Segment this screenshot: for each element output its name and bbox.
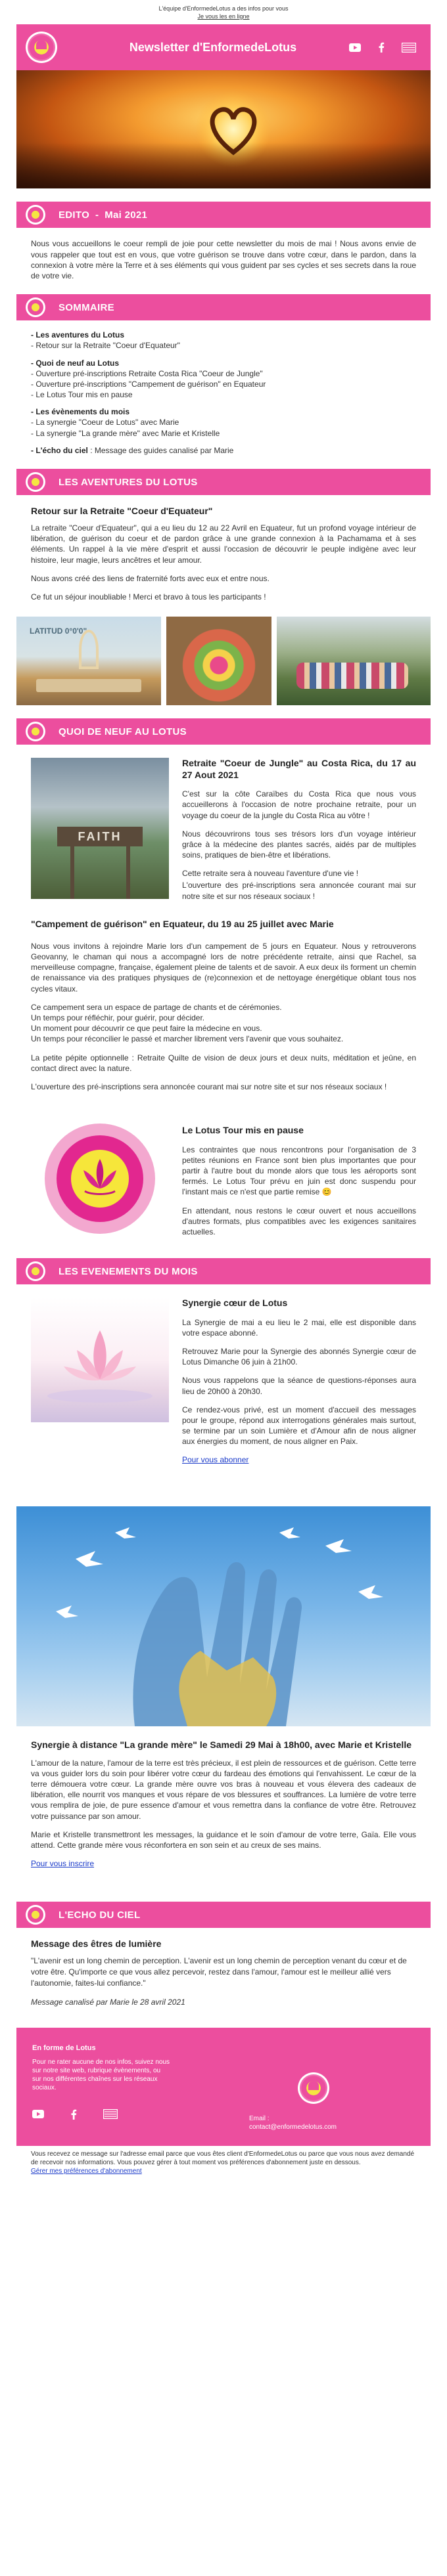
subscribe-link[interactable]: Pour vous abonner xyxy=(182,1455,249,1465)
toc-group: - Les évènements du mois - La synergie "Coeur de Lotus" avec Marie - La synergie "La grande mère" avec Marie et Kristelle xyxy=(31,407,220,438)
costa-rica-title: Retraite "Coeur de Jungle" au Costa Rica, du 17 au 27 Aout 2021 xyxy=(182,758,416,780)
aventures-bar xyxy=(16,469,431,495)
footer-email-link[interactable]: contact@enformedelotus.com xyxy=(249,2123,337,2131)
hero-image-heart-hands xyxy=(16,70,431,188)
evenements-title: LES EVENEMENTS DU MOIS xyxy=(59,1265,198,1277)
lotus-badge-icon xyxy=(26,205,45,225)
quoi-de-neuf-bar xyxy=(16,718,431,745)
header xyxy=(16,24,431,70)
photo-ceremony-circle xyxy=(166,617,271,705)
campement-text: Nous vous invitons à rejoindre Marie lors d'un campement de 5 jours en Equateur. Nous y retrouverons Geovanny, le chaman qui nous a accompagné lors de notre précédente retraite, ainsi que Rachel, sa merveilleuse compagne, française, également pleine de talents et de savoir. A eux deux ils forment un chemin de renaissance via des pratiques physiques de (re)connexion et de nettoyage énergétique oblant tous nos cycles vitaux. Ce campement sera un espace de partage de chants et de cérémonies. Un temps pour réfléchir, pour guérir, pour décider. Un moment pour découvrir ce que peut faire la médecine en vous. Un temps pour réconcilier le passé et marcher librement vers l'avenir que vous souhaitez. La petite pépite optionnelle : Retraite Quilte de vision de deux jours et deux nuits, méditation et jeûne, en contact direct avec la nature. L'ouverture des pré-inscriptions sera annoncée courant mai sur notre site et sur nos réseaux sociaux ! xyxy=(31,941,416,1091)
photo-group-mountains xyxy=(277,617,431,705)
toc-group: - L'écho du ciel : Message des guides canalisé par Marie xyxy=(31,445,234,455)
lotus-badge-icon xyxy=(26,1261,45,1281)
toc-group: - Quoi de neuf au Lotus - Ouverture pré-inscriptions Retraite Costa Rica "Coeur de Jungle" - Ouverture pré-inscriptions "Campement de guérison" en Equateur - Le Lotus Tour mis en pause xyxy=(31,358,266,400)
email-icon[interactable] xyxy=(402,43,416,53)
edito-text: Nous vous accueillons le coeur rempli de joie pour cette newsletter du mois de mai ! Nous avons envie de vous rappeler que tout est en vous, que votre guérison se trouve dans votre cœur, dans le pardon, dans la connexion à votre mère la Terre et à ses éléments qui vous guident par ses cycles et ses secrets dans la roue de votre vie. xyxy=(31,239,416,280)
edito-date: Mai 2021 xyxy=(105,209,148,221)
photo-latitude-monument: LATITUD 0°0'0" xyxy=(16,617,161,705)
photo-pink-lotus-flower xyxy=(31,1298,169,1422)
social-links xyxy=(349,42,416,53)
lotus-tour-title: Le Lotus Tour mis en pause xyxy=(182,1125,304,1136)
photo-earth-hands-doves xyxy=(16,1506,431,1726)
aventures-title: LES AVENTURES DU LOTUS xyxy=(59,476,198,488)
aventures-text: La retraite "Coeur d'Equateur", qui a eu lieu du 12 au 22 Avril en Equateur, fut un profond voyage intérieur de libération, de guérison du coeur et de pardon grâce à une grande connexion à la Pachamama et à ses éléments. Un rappel à la vie mère d'esprit et aussi l'occasion de découvrir le peuple indigène avec leur histoire, leur magie, leurs ancêtres et leur amour. Nous avons créé des liens de fraternité forts avec eux et entre nous. Ce fut un séjour inoubliable ! Merci et bravo à tous les participants ! xyxy=(31,523,416,601)
footer-social xyxy=(32,2109,170,2120)
aventures-photos xyxy=(16,610,431,705)
synergie-grande-mere-text: L'amour de la nature, l'amour de la terre est très précieux, il est plein de ressources et de guérison. Cette terre va vous guider lors du soin pour libérer votre cœur du fardeau des émotions qui l'envahissent. Le cœur de la terre démouera votre cœur. La grande mère ouvre vos bras à nouveau et vous élevera des cadeaux de libération, elle nourrit vos manques et vous répare de vos blessures et souffrances. La lumière de votre terre vous remplira de joie, de pure essence d'amour et vous remettra dans la confiance de votre être. Retrouvez votre puissance par son amour. Marie et Kristelle transmettront les messages, la guidance et le soin d'amour de votre terre, Gaïa. Elle vous attend. Cette grande mère vous réconfortera en son sein et au creux de ses mains. Pour vous inscrire xyxy=(31,1758,416,1869)
lotus-badge-icon xyxy=(26,722,45,741)
footer xyxy=(16,2028,431,2146)
register-link[interactable]: Pour vous inscrire xyxy=(31,1859,95,1869)
sommaire-bar xyxy=(16,294,431,320)
sommaire-title: SOMMAIRE xyxy=(59,301,114,313)
echo-title: L'ECHO DU CIEL xyxy=(59,1909,141,1921)
view-online-link[interactable]: Je vous les en ligne xyxy=(197,12,250,20)
synergie-grande-mere-title: Synergie à distance "La grande mère" le Samedi 29 Mai à 18h00, avec Marie et Kristelle xyxy=(31,1739,412,1750)
lotus-tour-block: Le Lotus Tour mis en pause Les contraintes que nous rencontrons pour l'organisation de 3 petites réunions en France sont bien plus importantes que pour partir à l'autre bout du monde alors que tous les aéroports sont fermés. Le Lotus Tour prévu en juin est donc suspendu pour l'instant mais ce n'est que partie remise 😊 En attendant, nous restons le cœur ouvert et nous accueillons d'autres formats, plus compatibles avec les exigences sanitaires actuelles. xyxy=(16,1100,431,1245)
photo-faith-sign-beach: FAITH xyxy=(31,758,169,899)
lotus-logo xyxy=(26,32,57,63)
facebook-icon[interactable] xyxy=(70,2109,77,2120)
youtube-icon[interactable] xyxy=(349,43,361,52)
costa-rica-block: FAITH Retraite "Coeur de Jungle" au Costa Rica, du 17 au 27 Aout 2021 C'est sur la côte Caraïbes du Costa Rica que nous vous accueillerons à l'occasion de notre prochaine retraite, pour un voyage du coeur de la jungle du Costa Rica au vôtre ! Nous découvrirons tous ses trésors lors d'un voyage intérieur grâce à la médecine des plantes sacrés, aidés par de multiples soins, pratiques de bien-être et libérations. Cette retraite sera à nouveau l'aventure d'une vie ! L'ouverture des pré-inscriptions sera annoncée courant mai sur notre site et sur nos réseaux sociaux ! xyxy=(16,745,431,909)
synergie-lotus-title: Synergie cœur de Lotus xyxy=(182,1298,288,1309)
table-of-contents xyxy=(16,320,431,456)
evenements-bar xyxy=(16,1258,431,1284)
aventures-subtitle: Retour sur la Retraite "Coeur d'Equateur" xyxy=(31,506,213,516)
quoi-de-neuf-title: QUOI DE NEUF AU LOTUS xyxy=(59,726,187,737)
footer-lotus-logo xyxy=(298,2072,329,2104)
echo-bar xyxy=(16,1902,431,1928)
top-note xyxy=(0,0,447,24)
footer-contact: Email : contact@enformedelotus.com xyxy=(249,2114,337,2131)
footer-brand: En forme de Lotus xyxy=(32,2043,96,2052)
header-title: Newsletter d'EnformedeLotus xyxy=(129,40,297,54)
top-note-line1: L'équipe d'EnformedeLotus a des infos pour vous xyxy=(158,5,289,12)
lotus-badge-icon xyxy=(26,1905,45,1925)
lotus-badge-icon xyxy=(26,297,45,317)
toc-group: - Les aventures du Lotus - Retour sur la Retraite "Coeur d'Equateur" xyxy=(31,330,180,351)
manage-preferences-link[interactable]: Gérer mes préférences d'abonnement xyxy=(31,2167,142,2175)
facebook-icon[interactable] xyxy=(378,42,385,53)
youtube-icon[interactable] xyxy=(32,2110,44,2118)
footer-text: Pour ne rater aucune de nos infos, suivez nous sur notre site web, rubrique évènements, ou sur nos différentes chaînes sur les réseaux sociaux. xyxy=(32,2058,170,2091)
bottom-note: Vous recevez ce message sur l'adresse email parce que vous êtes client d'EnformedeLotus ou parce que vous nous avez demandé de recevoir nos informations. Vous pouvez gérer à tout moment vos préférences d'abonnement juste en dessous. Gérer mes préférences d'abonnement xyxy=(31,2150,415,2175)
echo-subtitle: Message des êtres de lumière xyxy=(31,1938,162,1950)
edito-label: EDITO xyxy=(59,209,90,221)
synergie-lotus-block: Synergie cœur de Lotus La Synergie de mai a eu lieu le 2 mai, elle est disponible dans votre espace abonné. Retrouvez Marie pour la Synergie des abonnés Synergie cœur de Lotus Dimanche 06 juin à 21h00. Nous vous rappelons que la séance de questions-réponses aura lieu de 20h00 à 20h30. Ce rendez-vous privé, est un moment d'accueil des messages pour le groupe, répond aux interrogations générales mais surtout, se termine par un soin Lumière et d'Amour afin de nous aligner aux énergies du moment, de nous aligner en Paix. Pour vous abonner xyxy=(16,1284,431,1474)
lotus-badge-icon xyxy=(26,472,45,492)
campement-title: "Campement de guérison" en Equateur, du 19 au 25 juillet avec Marie xyxy=(31,918,334,929)
lotus-mandala-icon xyxy=(31,1113,169,1244)
echo-quote: "L'avenir est un long chemin de perception. L'avenir est un long chemin de perception venant du cœur et de votre être. Qu'importe ce que vous allez percevoir, restez dans l'amour, l'amour est le meilleur allié vers l'autonomie, faites-lui confiance." Message canalisé par Marie le 28 avril 2021 xyxy=(31,1956,407,2007)
edito-bar: EDITO - Mai 2021 xyxy=(16,202,431,228)
email-icon[interactable] xyxy=(103,2109,118,2119)
